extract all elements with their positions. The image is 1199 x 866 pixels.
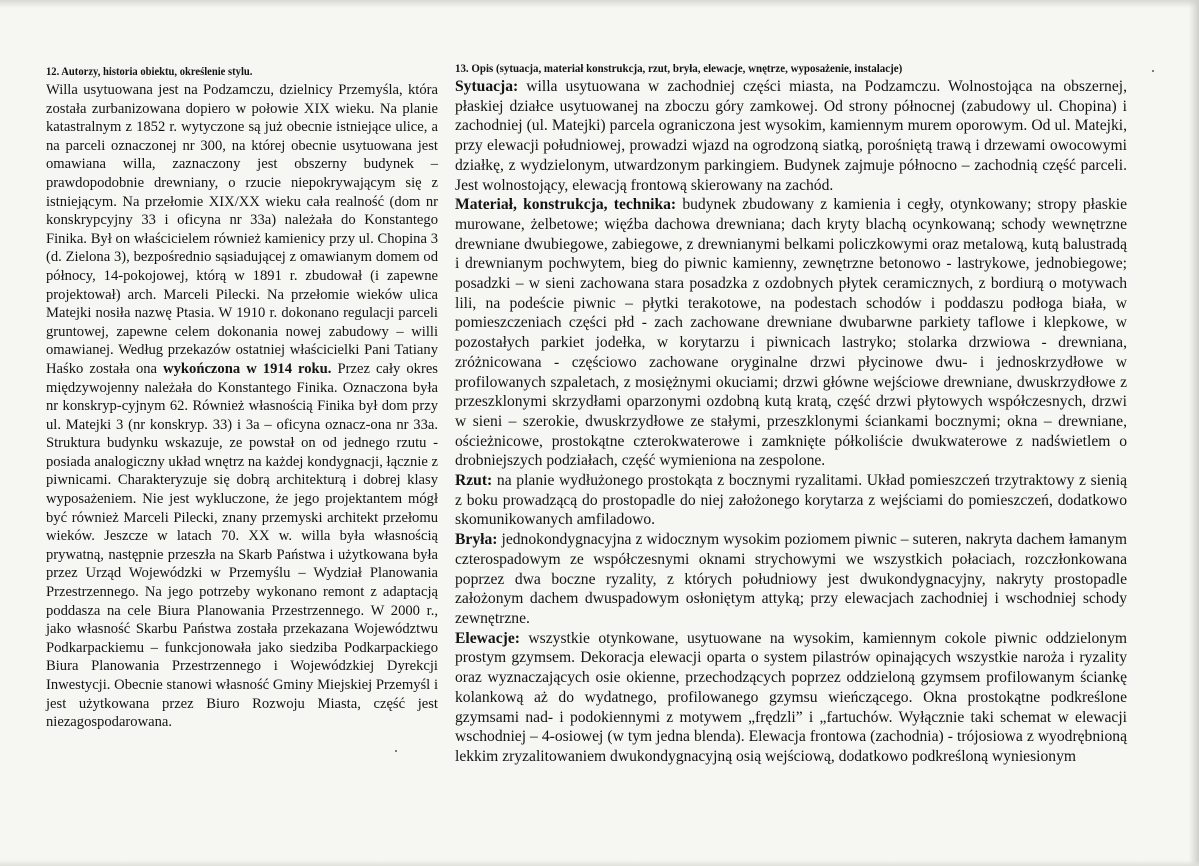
description-sytuacja [455,77,1127,195]
scan-edge-right [1189,0,1199,866]
description-bryla [455,530,1127,629]
rzut-label: Rzut: [455,472,493,490]
scan-edge-top [0,0,1199,8]
description-elewacje [455,629,1127,767]
left-column [46,65,438,732]
section-12-heading: 12. Autorzy, historia obiektu, określenie stylu. [46,66,253,78]
history-paragraph [46,81,438,732]
history-text-start: Willa usytuowana jest na Podzamczu, dzielnicy Przemyśla, która została zurbanizowana dopiero w połowie XIX wieku. Na planie katastralnym z 1852 r. wytyczone są już obecnie istniejące ulice, a na parceli oznaczonej nr 300, na której obecnie usytuowana jest omawiana willa, zaznaczony jest obszerny budynek – prawdopodobnie drewniany, o rzucie niepokrywającym się z istniejącym. Na przełomie XIX/XX wieku cała realność (dom nr konskrypcyjny 33 i oficyna nr 33a) należała do Konstantego Finika. Był on właścicielem również kamienicy przy ul. Chopina 3 (d. Zielona 3), bezpośrednio sąsiadującej z omawianym domem od północy, 14-pokojowej, którą w 1891 r. zbudował (i zapewne projektował) arch. Marceli Pilecki. Na przełomie wieków ulica Matejki nosiła nazwę Ptasia. W 1910 r. dokonano regulacji parceli gruntowej, zapewne celem dokonania nowej zabudowy – willi omawianej. Według przekazów ostatniej właścicielki Pani Tatiany Haśko została ona [46,82,438,377]
scan-edge-bottom [0,860,1199,866]
material-label: Materiał, konstrukcja, technika: [455,196,677,214]
description-rzut [455,471,1127,530]
elewacje-text: wszystkie otynkowane, usytuowane na wysokim, kamiennym cokole piwnic oddzielonym prostym gzymsem. Dekoracja elewacji oparta o system pilastrów opinających wszystkie naroża i ryzality oraz wyznaczających osie okienne, przechodzących poprzez oddzieloną gzymsem profilowanym ściankę kolankową aż do wydatnego, profilowanego gzymsu wieńczącego. Okna prostokątne podkreślone gzymsami nad- i podokiennymi z motywem „frędzli” i „fartuchów. Wyłącznie taki schemat w elewacji wschodniej – 4-osiowej (w tym jedna blenda). Elewacja frontowa (zachodnia) - trójosiowa z wyodrębnioną lekkim zryzalitowaniem dwukondygnacyjną osią wejściową, dodatkowo podkreśloną wyniesionym [455,629,1128,765]
history-emphasis: wykończona w 1914 roku. [163,360,332,377]
scan-speck [395,750,397,752]
section-13-heading: 13. Opis (sytuacja, materiał konstrukcja, rzut, bryła, elewacje, wnętrze, wyposażenie, instalacje) [455,63,903,75]
material-text: budynek zbudowany z kamienia i cegły, otynkowany; stropy płaskie murowane, żelbetowe; więźba dachowa drewniana; dach kryty blachą ocynkowaną; schody wewnętrzne drewniane dwubiegowe, zabiegowe, z drewnianymi belkami policzkowymi oraz metalową, kutą balustradą i drewnianym pochwytem, bieg do piwnic kamienny, zewnętrzne betonowo - lastrykowe, jednobiegowe; posadzki – w sieni zachowana stara posadzka z ozdobnych płytek ceramicznych, z bordiurą o motywach lili, na podeście piwnic – płytki terakotowe, na podestach schodów i poddaszu podłoga biała, w pomieszczeniach części płd - zach zachowane drewniane dwubarwne parkiety taflowe i klepkowe, w pozostałych parkiet jodełka, w korytarzu i piwnicach lastryko; stolarka drzwiowa - drewniana, zróżnicowana - częściowo zachowane oryginalne drzwi płycinowe dwu- i jednoskrzydłowe w profilowanych szpaletach, z mosiężnymi okuciami; drzwi główne wejściowe drewniane, dwuskrzydłowe z przeszklonymi skrzydłami oparzonymi ozdobną kutą kratą, część drzwi płytowych współczesnych, drzwi w sieni – szerokie, dwuskrzydłowe ze stałymi, przeszklonymi ściankami bocznymi; okna – drewniane, ościeżnicowe, prostokątne czterokwaterowe i zamknięte półkoliście dwukwaterowe z nadświetlem o drobniejszych podziałach, część wymieniona na zespolone. [455,196,1128,470]
sytuacja-label: Sytuacja: [455,78,519,95]
right-column [455,62,1127,767]
sytuacja-text: willa usytuowana w zachodniej części miasta, na Podzamczu. Wolnostojąca na obszernej, płaskiej działce usytuowanej na zboczu góry zamkowej. Od strony północnej (zabudowy ul. Chopina) i zachodniej (ul. Matejki) parcela ograniczona jest wysokim, kamiennym murem oporowym. Od ul. Matejki, przy elewacji południowej, prowadzi wjazd na ogrodzoną siatką, porośniętą trawą i drzewami owocowymi działkę, z wydzielonym, utwardzonym parkingiem. Budynek zajmuje północno – zachodnią część parceli. Jest wolnostojący, elewacją frontową skierowany na zachód. [455,78,1127,194]
history-text-end: Przez cały okres międzywojenny należała do Konstantego Finika. Oznaczona była nr konskryp-cyjnym 62. Również własnością Finika był dom przy ul. Matejki 3 (nr konskryp. 33) i 3a – oficyna oznacz-ona nr 33a. Struktura budynku wskazuje, ze powstał on od jednego rzutu - posiada analogiczny układ wnętrz na każdej kondygnacji, łącznie z piwnicami. Charakteryzuje się dobrą architekturą i dobrej klasy wyposażeniem. Nie jest wykluczone, że jego projektantem mógł być również Marceli Pilecki, znany przemyski architekt przełomu wieków. Jeszcze w latach 70. XX w. willa była własnością prywatną, następnie przeszła na Skarb Państwa i użytkowana była przez Urząd Wojewódzki w Przemyślu – Wydział Planowania Przestrzennego. Na jego potrzeby wykonano remont z adaptacją poddasza na cele Biura Planowania Przestrzennego. W 2000 r., jako własność Skarbu Państwa została przekazana Województwu Podkarpackiemu – funkcjonowała jako siedziba Podkarpackiego Biura Planowania Przestrzennego i Wojewódzkiej Dyrekcji Inwestycji. Obecnie stanowi własność Gminy Miejskiej Przemyśl i jest użytkowana przez Biuro Rozwoju Miasta, część jest niezagospodarowana. [46,360,438,731]
bryla-text: jednokondygnacyjna z widocznym wysokim poziomem piwnic – suteren, nakryta dachem łamanym czterospadowym ze współczesnymi oknami strychowymi we wszystkich połaciach, rozczłonkowana poprzez dwa boczne ryzality, z których południowy jest dwukondygnacyjny, nakryty prostopadle założonym dachem dwuspadowym osłoniętym attyką; przy elewacjach zachodniej i wschodniej schody zewnętrzne. [455,531,1127,627]
scan-speck [1152,70,1154,72]
rzut-text: na planie wydłużonego prostokąta z bocznymi ryzalitami. Układ pomieszczeń trzytraktowy z sienią z boku prowadzącą do prostopadle do niej założonego korytarza z wejściami do pomieszczeń, dodatkowo skomunikowanych amfiladowo. [455,472,1127,529]
bryla-label: Bryła: [455,531,498,549]
description-material [455,195,1127,471]
elewacje-label: Elewacje: [455,629,520,647]
